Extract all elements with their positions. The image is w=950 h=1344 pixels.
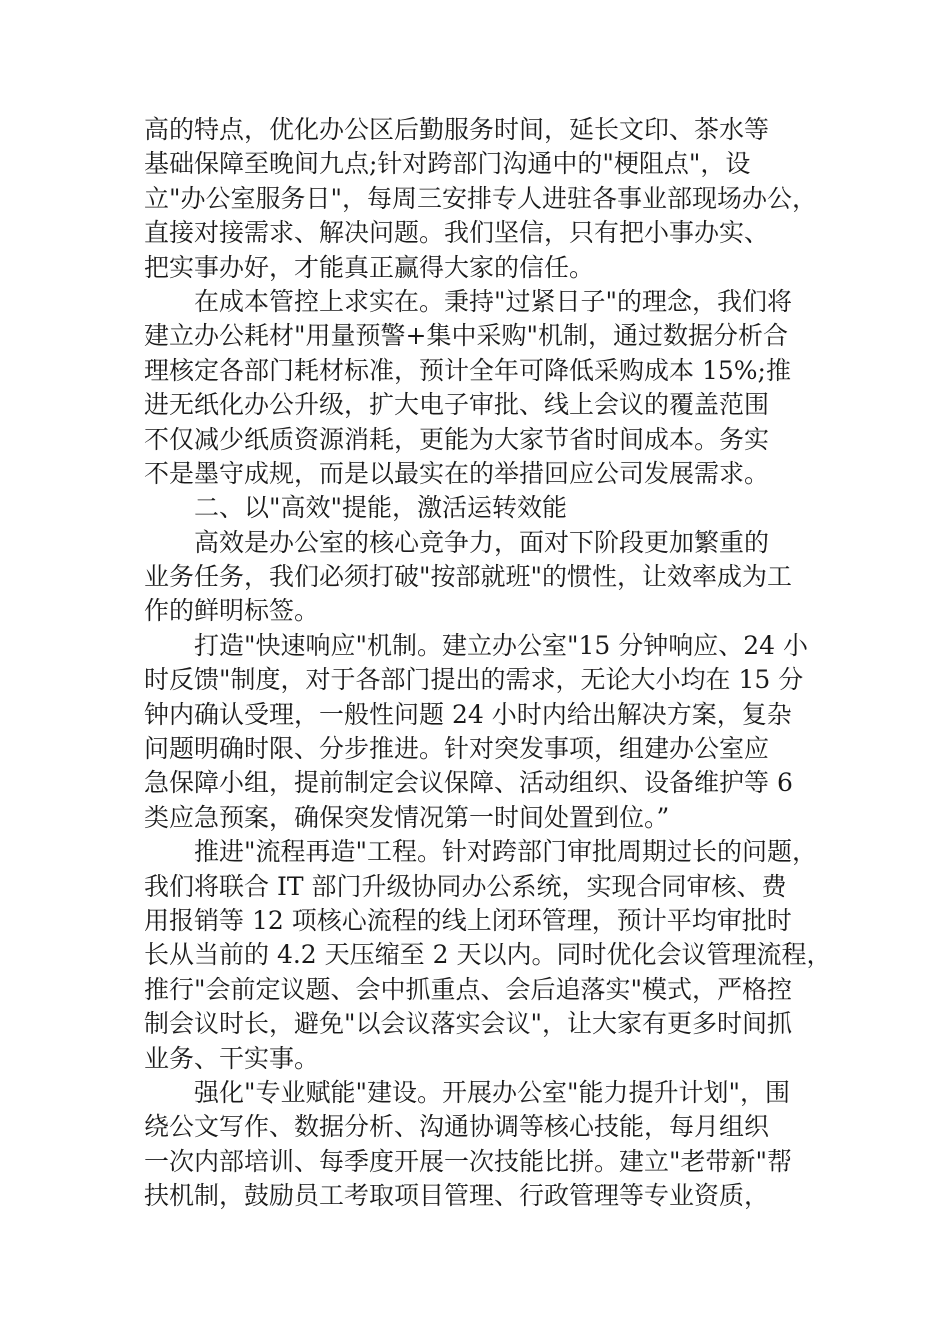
text-line: 长从当前的 4.2 天压缩至 2 天以内。同时优化会议管理流程， [144,940,832,970]
text-line: 绕公文写作、数据分析、沟通协调等核心技能，每月组织 [144,1112,770,1142]
text-line: 用报销等 12 项核心流程的线上闭环管理，预计平均审批时 [144,905,792,935]
document-body [144,113,832,1214]
text-line: 高的特点，优化办公区后勤服务时间，延长文印、茶水等 [144,115,770,144]
text-line: 不是墨守成规，而是以最实在的举措回应公司发展需求。 [144,458,770,488]
text-line: 扶机制，鼓励员工考取项目管理、行政管理等专业资质， [144,1181,770,1211]
paragraph-first-line: 打造"快速响应"机制。建立办公室"15 分钟响应、24 小 [194,630,809,660]
text-line: 问题明确时限、分步推进。针对突发事项，组建办公室应 [144,734,770,764]
paragraph-first-line: 高效是办公室的核心竞争力，面对下阶段更加繁重的 [194,527,770,557]
paragraph-first-line: 推进"流程再造"工程。针对跨部门审批周期过长的问题， [194,837,818,867]
text-line: 理核定各部门耗材标准，预计全年可降低采购成本 15%;推 [144,355,791,385]
text-line: 时反馈"制度，对于各部门提出的需求，无论大小均在 15 分 [144,665,804,695]
paragraph-first-line: 强化"专业赋能"建设。开展办公室"能力提升计划"，围 [194,1077,790,1107]
text-line: 业务任务，我们必须打破"按部就班"的惯性，让效率成为工 [144,562,793,592]
text-line: 急保障小组，提前制定会议保障、活动组织、设备维护等 6 [144,768,793,798]
text-line: 类应急预案，确保突发情况第一时间处置到位。” [144,802,670,832]
text-line: 制会议时长，避免"以会议落实会议"，让大家有更多时间抓 [144,1009,793,1039]
text-line: 把实事办好，才能真正赢得大家的信任。 [144,252,595,282]
text-line: 钟内确认受理，一般性问题 24 小时内给出解决方案，复杂 [144,699,792,729]
paragraph-first-line: 二、以"高效"提能，激活运转效能 [194,493,567,523]
text-line: 作的鲜明标签。 [144,596,320,626]
text-line: 我们将联合 IT 部门升级协同办公系统，实现合同审核、费 [144,871,787,901]
text-line: 不仅减少纸质资源消耗，更能为大家节省时间成本。务实 [144,424,770,454]
text-line: 基础保障至晚间九点;针对跨部门沟通中的"梗阻点"，设 [144,149,751,179]
paragraph-first-line: 在成本管控上求实在。秉持"过紧日子"的理念，我们将 [194,286,793,316]
text-line: 业务、干实事。 [144,1043,320,1073]
text-line: 建立办公耗材"用量预警+集中采购"机制，通过数据分析合 [144,321,788,351]
text-line: 进无纸化办公升级，扩大电子审批、线上会议的覆盖范围 [144,390,770,420]
text-line: 推行"会前定议题、会中抓重点、会后追落实"模式，严格控 [144,974,793,1004]
text-line: 直接对接需求、解决问题。我们坚信，只有把小事办实、 [144,218,770,248]
text-line: 立"办公室服务日"，每周三安排专人进驻各事业部现场办公， [144,183,818,213]
text-line: 一次内部培训、每季度开展一次技能比拼。建立"老带新"帮 [144,1146,793,1176]
